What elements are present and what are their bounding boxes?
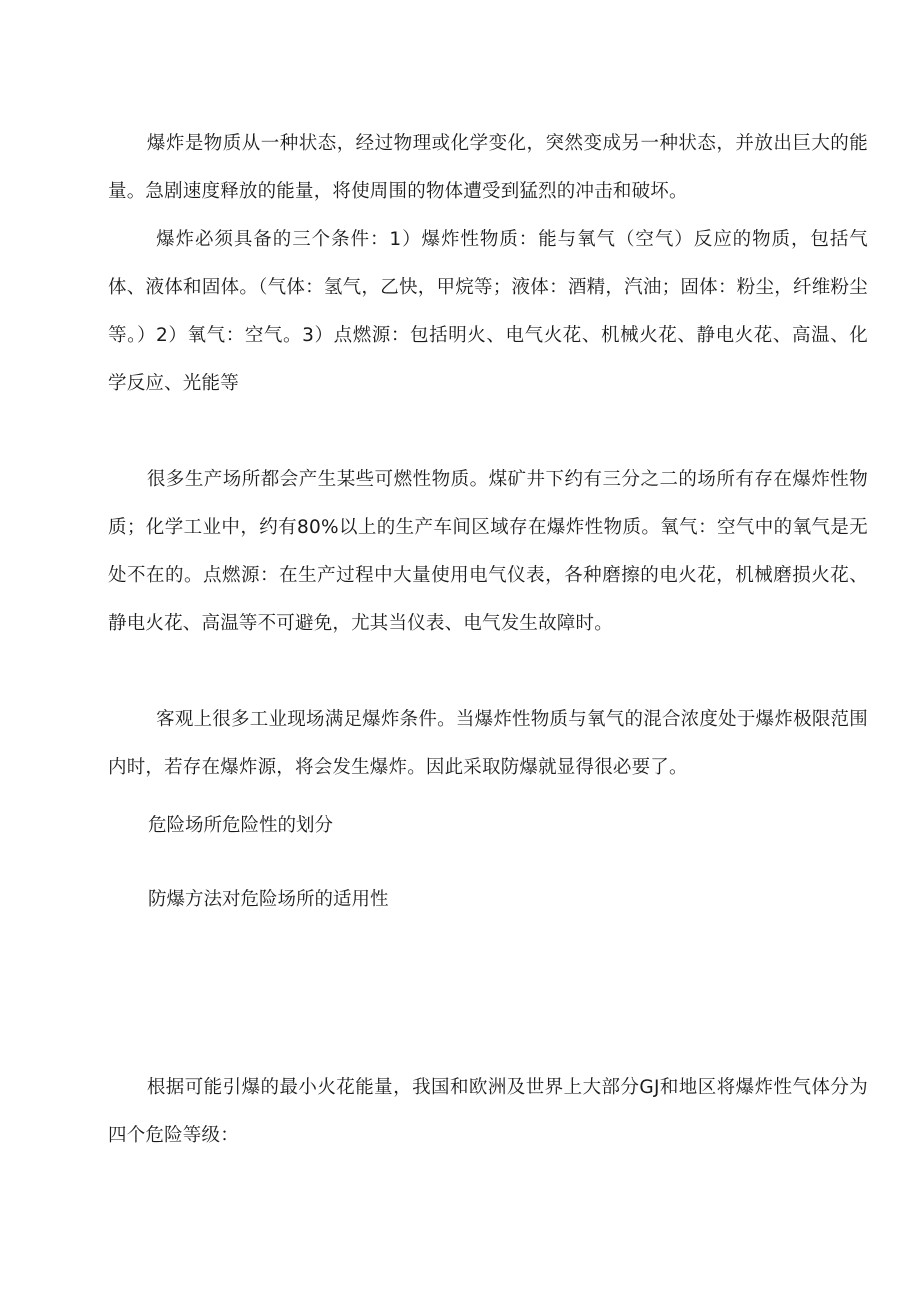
heading-explosion-protection-methods: 防爆方法对危险场所的适用性	[148, 889, 389, 910]
heading-hazard-zone-classification: 危险场所危险性的划分	[148, 815, 334, 836]
paragraph-explosion-conditions: 爆炸必须具备的三个条件：1）爆炸性物质：能与氧气（空气）反应的物质，包括气体、液体和固体。（气体：氢气，乙快，甲烷等；液体：酒精，汽油；固体：粉尘，纤维粉尘等。）2）氧气：空气。3）点燃源：包括明火、电气火花、机械火花、静电火花、高温、化学反应、光能等	[108, 229, 868, 394]
paragraph-production-sites: 很多生产场所都会产生某些可燃性物质。煤矿井下约有三分之二的场所有存在爆炸性物质；化学工业中，约有80%以上的生产车间区域存在爆炸性物质。氧气：空气中的氧气是无处不在的。点燃源：在生产过程中大量使用电气仪表，各种磨擦的电火花，机械磨损火花、静电火花、高温等不可避免，尤其当仪表、电气发生故障时。	[108, 469, 868, 634]
paragraph-gas-hazard-levels: 根据可能引爆的最小火花能量，我国和欧洲及世界上大部分GJ和地区将爆炸性气体分为四个危险等级：	[108, 1077, 868, 1146]
paragraph-explosion-definition: 爆炸是物质从一种状态，经过物理或化学变化，突然变成另一种状态，并放出巨大的能量。急剧速度释放的能量，将使周围的物体遭受到猛烈的冲击和破坏。	[108, 133, 868, 202]
paragraph-explosion-prevention: 客观上很多工业现场满足爆炸条件。当爆炸性物质与氧气的混合浓度处于爆炸极限范围内时，若存在爆炸源，将会发生爆炸。因此采取防爆就显得很必要了。	[108, 709, 868, 778]
